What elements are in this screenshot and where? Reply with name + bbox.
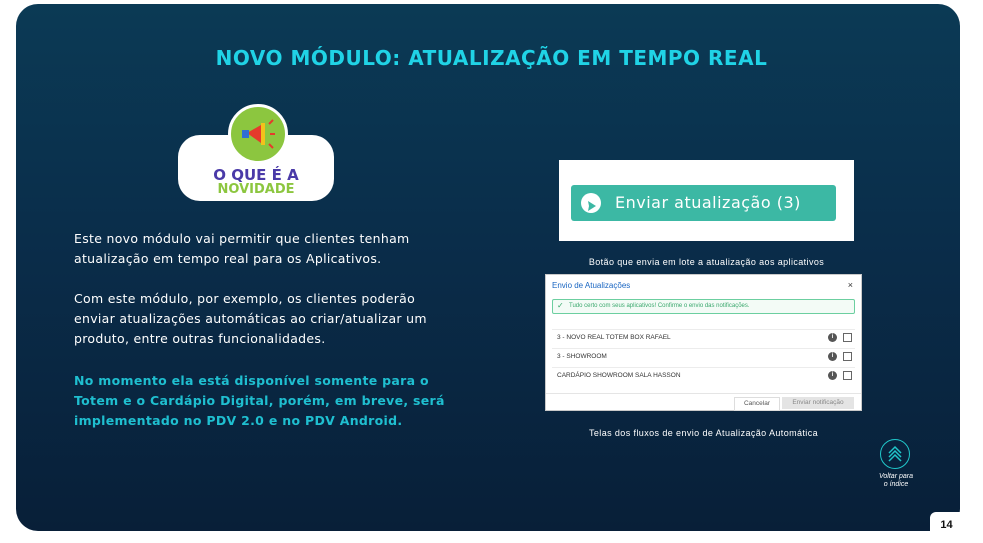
send-button-screenshot: [559, 160, 854, 241]
info-icon[interactable]: i: [828, 371, 837, 380]
app-row: [552, 329, 855, 347]
slide-title: NOVO MÓDULO: ATUALIZAÇÃO EM TEMPO REAL: [215, 46, 768, 70]
availability-paragraph: No momento ela está disponível somente para o Totem e o Cardápio Digital, porém, em breve, será implementado no PDV 2.0 e no PDV Android.: [74, 373, 445, 428]
alert-text: Tudo certo com seus aplicativos! Confirme o envio das notificações.: [569, 303, 750, 309]
info-icon[interactable]: i: [828, 352, 837, 361]
row-checkbox[interactable]: [843, 333, 852, 342]
app-row-name: 3 - SHOWROOM: [557, 353, 607, 360]
cancel-button[interactable]: Cancelar: [734, 397, 780, 411]
back-to-index-button[interactable]: [880, 439, 910, 469]
megaphone-icon: [228, 104, 288, 164]
nav-line1: Voltar para: [879, 473, 913, 480]
dialog-footer: [546, 393, 861, 412]
intro-paragraph: Este novo módulo vai permitir que clientes tenham atualização em tempo real para os Aplicativos.: [74, 231, 410, 266]
page-number: 14: [930, 512, 963, 538]
dialog-caption: Telas dos fluxos de envio de Atualização Automática: [588, 428, 819, 438]
app-row-name: CARDÁPIO SHOWROOM SALA HASSON: [557, 372, 681, 379]
check-circle-icon: ✓: [557, 301, 564, 310]
send-update-label: Enviar atualização (3): [615, 193, 801, 212]
dialog-title: Envio de Atualizações: [552, 281, 631, 290]
update-dialog: [545, 274, 862, 411]
close-icon[interactable]: ×: [847, 280, 853, 290]
row-checkbox[interactable]: [843, 352, 852, 361]
chevron-up-icon: [881, 440, 909, 468]
send-update-button[interactable]: [571, 185, 836, 221]
row-checkbox[interactable]: [843, 371, 852, 380]
send-notification-button[interactable]: Enviar notificação: [782, 397, 854, 409]
button-caption: Botão que envia em lote a atualização aos aplicativos: [588, 257, 825, 267]
example-paragraph: Com este módulo, por exemplo, os clientes poderão enviar atualizações automáticas ao criar/atualizar um produto, entre outras funcionalidades.: [74, 291, 427, 346]
back-to-index-label[interactable]: [868, 473, 924, 489]
badge-line2: NOVIDADE: [217, 182, 295, 197]
app-row-name: 3 - NOVO REAL TOTEM BOX RAFAEL: [557, 334, 671, 341]
send-arrow-icon: [581, 193, 601, 213]
badge-line1: O QUE É A: [213, 166, 299, 184]
nav-line2: o índice: [883, 481, 909, 488]
info-icon[interactable]: i: [828, 333, 837, 342]
app-row: [552, 348, 855, 366]
app-row: [552, 367, 855, 385]
success-alert: [552, 299, 855, 314]
